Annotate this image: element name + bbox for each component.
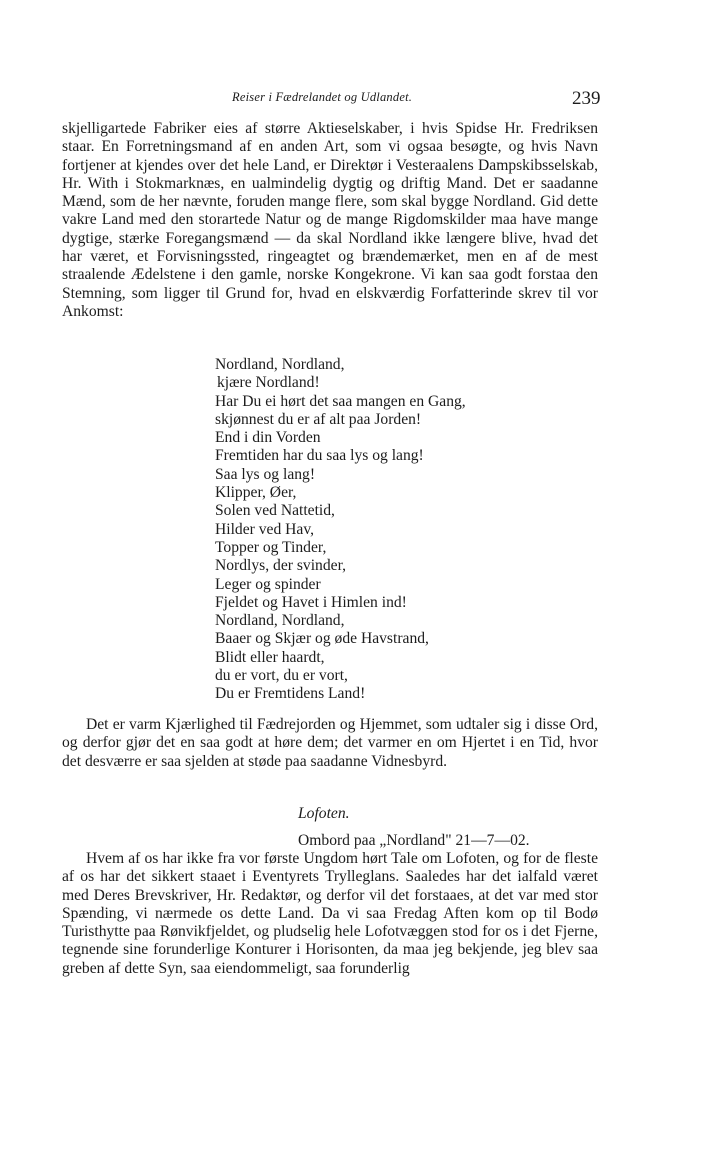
paragraph-commentary: Det er varm Kjærlighed til Fædrejorden og Hjemmet, som udtaler sig i disse Ord, og derfor gjør det en saa godt at høre dem; det varmer en om Hjertet i en Tid, hvor det desværre er saa sjelden at støde paa saadanne Vidnesbyrd. bbox=[62, 716, 598, 770]
poem-line: Nordland, Nordland, bbox=[215, 356, 345, 373]
poem-line: Fjeldet og Havet i Himlen ind! bbox=[215, 593, 407, 611]
poem-line: Fremtiden har du saa lys og lang! bbox=[215, 447, 424, 465]
poem-line: Solen ved Nattetid, bbox=[215, 502, 335, 520]
poem-line: Leger og spinder bbox=[215, 575, 321, 593]
poem-line: Nordland, Nordland, bbox=[215, 612, 345, 630]
paragraph-intro: skjelligartede Fabriker eies af større Aktieselskaber, i hvis Spidse Hr. Fredriksen staar. En Forretningsmand af en anden Art, som vi ogsaa besøgte, og hvis Navn fortjener at kjendes over det hele Land, er Direktør i Vesteraalens Dampskibsselskab, Hr. With i Stokmarknæs, en ualmindelig dygtig og driftig Mand. Det er saadanne Mænd, som de her nævnte, foruden mange flere, som skal bygge Nordland. Gid dette vakre Land med den storartede Natur og de mange Rigdomskilder maa have mange dygtige, stærke Foregangsmænd — da skal Nordland ikke længere blive, hvad det har været, et Forvisningssted, ringeagtet og brændemærket, men en af de mest straalende Ædelstene i den gamle, norske Kongekrone. Vi kan saa godt forstaa den Stemning, som ligger til Grund for, hvad en elskværdig Forfatterinde skrev til vor Ankomst: bbox=[62, 120, 598, 320]
poem-line: Klipper, Øer, bbox=[215, 484, 297, 502]
poem-line: kjære Nordland! bbox=[217, 374, 320, 392]
dateline: Ombord paa „Nordland" 21—7—02. bbox=[298, 832, 530, 849]
poem-line: Du er Fremtidens Land! bbox=[215, 685, 366, 703]
poem-line: Hilder ved Hav, bbox=[215, 520, 315, 538]
poem-line: skjønnest du er af alt paa Jorden! bbox=[215, 410, 422, 428]
poem-line: du er vort, du er vort, bbox=[215, 667, 348, 685]
running-header: Reiser i Fædrelandet og Udlandet. bbox=[232, 90, 413, 104]
poem-line: Saa lys og lang! bbox=[215, 465, 316, 483]
paragraph-lofoten: Hvem af os har ikke fra vor første Ungdom hørt Tale om Lofoten, og for de fleste af os har det sikkert staaet i Eventyrets Trylleglans. Saaledes har det ialfald været med Deres Brevskriver, Hr. Redaktør, og derfor vil det forstaaes, at det var med stor Spænding, vi nærmede os dette Land. Da vi saa Fredag Aften kom op til Bodø Turisthytte paa Rønvikfjeldet, og pludselig hele Lofotvæggen stod for os i det Fjerne, tegnende sine forunderlige Konturer i Horisonten, da maa jeg bekjende, jeg blev saa greben af dette Syn, saa eiendommeligt, saa forunderlig bbox=[62, 850, 598, 977]
page-number: 239 bbox=[572, 88, 601, 109]
poem-line: Baaer og Skjær og øde Havstrand, bbox=[215, 630, 429, 648]
poem-line: Topper og Tinder, bbox=[215, 538, 327, 556]
poem-line: Nordlys, der svinder, bbox=[215, 557, 347, 575]
poem bbox=[215, 356, 466, 704]
poem-line: End i din Vorden bbox=[215, 429, 321, 447]
poem-line: Blidt eller haardt, bbox=[215, 648, 325, 666]
poem-line: Har Du ei hørt det saa mangen en Gang, bbox=[215, 392, 466, 410]
section-title: Lofoten. bbox=[298, 805, 350, 822]
